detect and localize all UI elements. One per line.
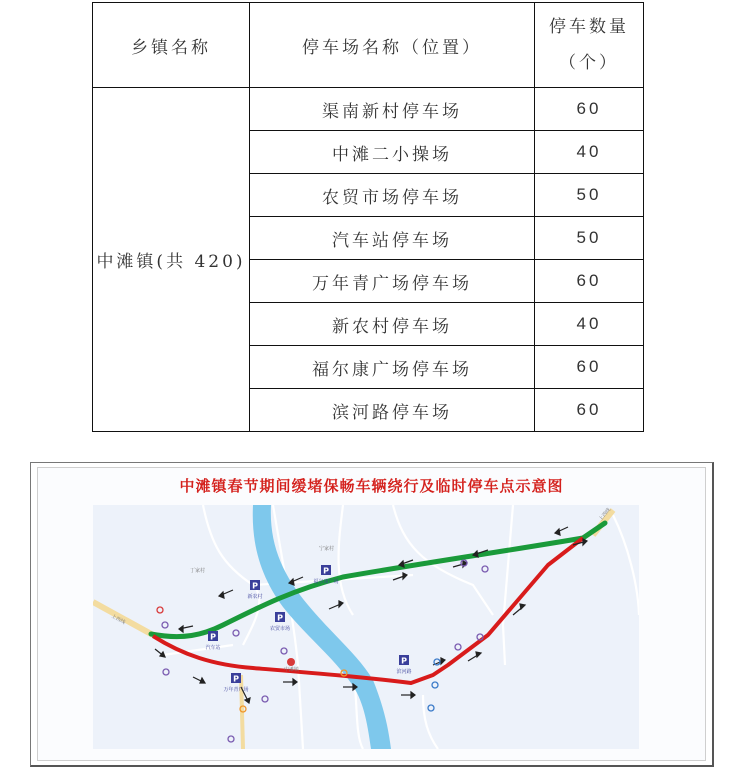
svg-text:滨河路: 滨河路 [396,669,412,675]
lot-count: 60 [535,260,644,303]
lot-name: 渠南新村停车场 [250,88,535,131]
svg-text:P: P [233,674,239,684]
svg-text:中滩镇: 中滩镇 [284,667,300,673]
header-count [535,3,644,88]
lot-count: 60 [535,346,644,389]
lot-name: 滨河路停车场 [250,389,535,432]
header-town: 乡镇名称 [93,3,250,88]
lot-count: 50 [535,217,644,260]
lot-count: 40 [535,303,644,346]
lot-name: 中滩二小操场 [250,131,535,174]
town-center-pin [287,658,295,666]
svg-text:丁家村: 丁家村 [190,568,206,574]
table-header-row [93,3,644,88]
header-lot-name: 停车场名称（位置） [250,3,535,88]
header-count-line2: （个） [559,53,619,73]
lot-name: 新农村停车场 [250,303,535,346]
lot-count: 50 [535,174,644,217]
parking-table [92,2,644,432]
town-cell: 中滩镇(共 420) [93,88,250,432]
detour-map [93,505,639,749]
svg-text:汽车站: 汽车站 [205,645,221,651]
lot-name: 汽车站停车场 [250,217,535,260]
svg-text:P: P [277,613,283,623]
lot-count: 40 [535,131,644,174]
table-row [93,88,644,131]
svg-text:万年青广场: 万年青广场 [223,687,249,693]
lot-name: 农贸市场停车场 [250,174,535,217]
lot-count: 60 [535,389,644,432]
lot-name: 福尔康广场停车场 [250,346,535,389]
svg-text:P: P [401,656,407,666]
svg-text:P: P [252,581,258,591]
svg-text:新农村: 新农村 [247,594,263,600]
svg-text:农贸市场: 农贸市场 [269,626,291,632]
lot-name: 万年青广场停车场 [250,260,535,303]
svg-text:上西线: 上西线 [597,506,613,523]
svg-text:福尔康广场: 福尔康广场 [313,579,339,585]
map-title: 中滩镇春节期间缓堵保畅车辆绕行及临时停车点示意图 [179,477,564,495]
header-count-line1: 停车数量 [549,17,629,37]
lot-count: 60 [535,88,644,131]
svg-text:宁家村: 宁家村 [319,546,335,552]
svg-text:P: P [323,566,329,576]
svg-text:P: P [210,632,216,642]
svg-text:上西线: 上西线 [110,613,127,626]
